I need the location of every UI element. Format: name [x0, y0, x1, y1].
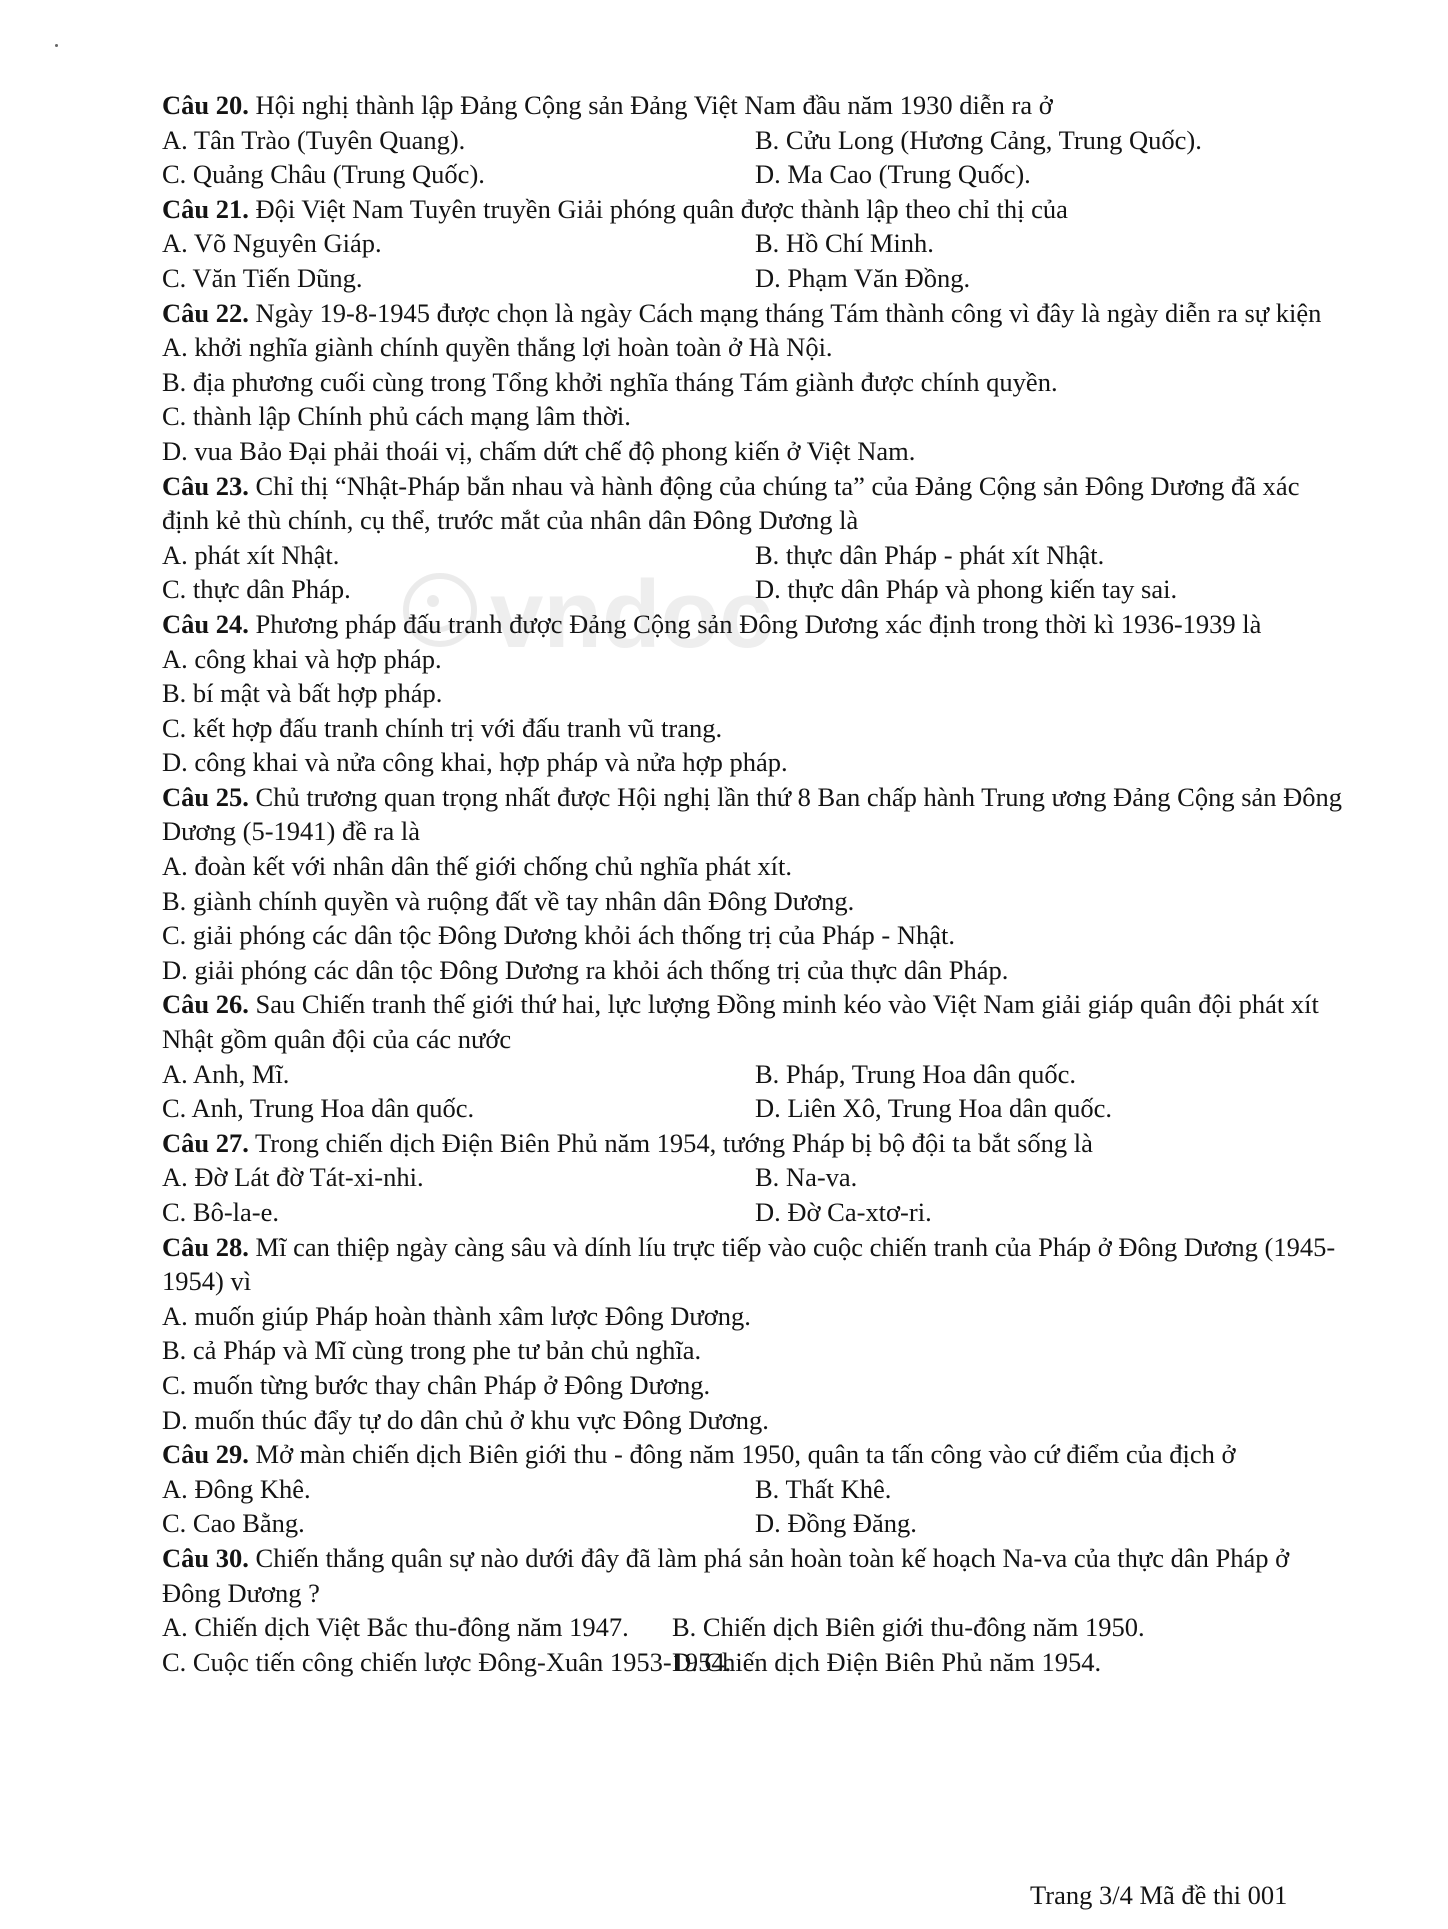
- question-stem: [162, 469, 1347, 538]
- answer-option-a: A. công khai và hợp pháp.: [162, 643, 442, 674]
- answer-options: [162, 1299, 1347, 1437]
- answer-option-d: D. Đồng Đăng.: [755, 1508, 917, 1539]
- answer-option-a: A. khởi nghĩa giành chính quyền thắng lợi hoàn toàn ở Hà Nội.: [162, 332, 833, 363]
- question-stem: [162, 1437, 1347, 1472]
- question-number: Câu 24.: [162, 608, 249, 639]
- answer-option-d: D. vua Bảo Đại phải thoái vị, chấm dứt chế độ phong kiến ở Việt Nam.: [162, 435, 916, 466]
- question-text: Mở màn chiến dịch Biên giới thu - đông năm 1950, quân ta tấn công vào cứ điểm của địch ở: [248, 1439, 1236, 1470]
- question-number: Câu 23.: [162, 470, 249, 501]
- answer-option-d: D. Đờ Ca-xtơ-ri.: [755, 1197, 932, 1227]
- question-text: Chủ trương quan trọng nhất được Hội nghị lần thứ 8 Ban chấp hành Trung ương Đảng Cộng sản Đông Dương (5-1941) đề ra là: [162, 781, 1343, 847]
- question-number: Câu 27.: [162, 1127, 249, 1158]
- answer-option-a: A. đoàn kết với nhân dân thế giới chống chủ nghĩa phát xít.: [162, 851, 793, 882]
- question-number: Câu 25.: [162, 781, 249, 812]
- question-stem: [162, 987, 1347, 1056]
- answer-option-a: A. Đờ Lát đờ Tát-xi-nhi.: [162, 1162, 424, 1193]
- answer-option-b: B. địa phương cuối cùng trong Tổng khởi nghĩa tháng Tám giành được chính quyền.: [162, 366, 1058, 397]
- answer-options: [162, 642, 1347, 780]
- question-stem: [162, 1541, 1347, 1610]
- question-text: Chiến thắng quân sự nào dưới đây đã làm phá sản hoàn toàn kế hoạch Na-va của thực dân Pháp ở Đông Dương ?: [162, 1542, 1290, 1608]
- question-28: [162, 1230, 1347, 1438]
- question-list: [162, 88, 1347, 1679]
- question-27: [162, 1126, 1347, 1230]
- answer-option-a: A. muốn giúp Pháp hoàn thành xâm lược Đông Dương.: [162, 1300, 751, 1331]
- answer-options: [162, 123, 1347, 192]
- answer-option-a: A. phát xít Nhật.: [162, 539, 340, 570]
- question-30: [162, 1541, 1347, 1679]
- answer-option-c: C. thực dân Pháp.: [162, 574, 351, 605]
- question-number: Câu 28.: [162, 1231, 249, 1262]
- answer-option-a: A. Chiến dịch Việt Bắc thu-đông năm 1947.: [162, 1612, 629, 1643]
- question-number: Câu 21.: [162, 193, 249, 224]
- question-text: Ngày 19-8-1945 được chọn là ngày Cách mạng tháng Tám thành công vì đây là ngày diễn ra sự kiện: [248, 297, 1322, 328]
- watermark-text: vndoc: [490, 561, 773, 668]
- answer-option-d: D. thực dân Pháp và phong kiến tay sai.: [755, 574, 1178, 605]
- question-number: Câu 29.: [162, 1439, 249, 1470]
- answer-options: [162, 538, 1347, 607]
- question-text: Hội nghị thành lập Đảng Cộng sản Đảng Việt Nam đầu năm 1930 diễn ra ở: [248, 90, 1053, 120]
- question-20: [162, 88, 1347, 192]
- answer-option-b: B. Cửu Long (Hương Cảng, Trung Quốc).: [755, 124, 1202, 155]
- answer-option-b: B. Na-va.: [755, 1162, 858, 1193]
- answer-option-b: B. Pháp, Trung Hoa dân quốc.: [755, 1058, 1076, 1089]
- answer-option-d: D. muốn thúc đẩy tự do dân chủ ở khu vực Đông Dương.: [162, 1404, 769, 1435]
- answer-options: [162, 849, 1347, 987]
- question-number: Câu 30.: [162, 1542, 249, 1573]
- answer-option-d: D. Ma Cao (Trung Quốc).: [755, 159, 1031, 190]
- question-stem: [162, 192, 1347, 227]
- answer-option-c: C. Cao Bằng.: [162, 1508, 305, 1539]
- answer-option-b: B. cả Pháp và Mĩ cùng trong phe tư bản chủ nghĩa.: [162, 1335, 702, 1366]
- answer-option-d: D. Liên Xô, Trung Hoa dân quốc.: [755, 1093, 1112, 1124]
- answer-option-c: C. Cuộc tiến công chiến lược Đông-Xuân 1953-1954.: [162, 1646, 732, 1677]
- question-number: Câu 26.: [162, 989, 249, 1020]
- question-stem: [162, 607, 1347, 642]
- question-21: [162, 192, 1347, 296]
- question-stem: [162, 296, 1347, 331]
- question-26: [162, 987, 1347, 1125]
- answer-options: [162, 330, 1347, 468]
- page-footer: Trang 3/4 Mã đề thi 001: [1030, 1880, 1288, 1910]
- answer-options: [162, 1057, 1347, 1126]
- answer-option-b: B. Hồ Chí Minh.: [755, 228, 934, 259]
- answer-option-b: B. bí mật và bất hợp pháp.: [162, 678, 443, 709]
- answer-option-b: B. giành chính quyền và ruộng đất về tay nhân dân Đông Dương.: [162, 885, 855, 916]
- scan-speck: [55, 44, 58, 47]
- question-stem: [162, 1126, 1347, 1161]
- question-text: Chỉ thị “Nhật-Pháp bắn nhau và hành động của chúng ta” của Đảng Cộng sản Đông Dương đã xác định kẻ thù chính, cụ thể, trước mắt của nhân dân Đông Dương là: [162, 470, 1300, 536]
- answer-options: [162, 1160, 1347, 1229]
- question-23: [162, 469, 1347, 607]
- answer-option-c: C. muốn từng bước thay chân Pháp ở Đông Dương.: [162, 1369, 711, 1400]
- answer-option-b: B. Chiến dịch Biên giới thu-đông năm 1950.: [672, 1612, 1145, 1643]
- answer-options: [162, 1610, 1347, 1679]
- answer-option-a: A. Tân Trào (Tuyên Quang).: [162, 124, 466, 155]
- answer-option-c: C. Anh, Trung Hoa dân quốc.: [162, 1093, 475, 1124]
- answer-option-b: B. thực dân Pháp - phát xít Nhật.: [755, 539, 1105, 570]
- answer-option-d: D. Chiến dịch Điện Biên Phủ năm 1954.: [672, 1646, 1102, 1677]
- question-22: [162, 296, 1347, 469]
- answer-option-b: B. Thất Khê.: [755, 1473, 892, 1504]
- question-number: Câu 20.: [162, 90, 249, 120]
- answer-option-c: C. thành lập Chính phủ cách mạng lâm thời.: [162, 401, 631, 432]
- question-stem: [162, 88, 1347, 123]
- answer-option-c: C. giải phóng các dân tộc Đông Dương khỏi ách thống trị của Pháp - Nhật.: [162, 920, 956, 951]
- answer-option-a: A. Đông Khê.: [162, 1473, 311, 1504]
- answer-option-d: D. giải phóng các dân tộc Đông Dương ra khỏi ách thống trị của thực dân Pháp.: [162, 954, 1009, 985]
- answer-options: [162, 1472, 1347, 1541]
- question-stem: [162, 1230, 1347, 1299]
- question-29: [162, 1437, 1347, 1541]
- question-text: Sau Chiến tranh thế giới thứ hai, lực lượng Đồng minh kéo vào Việt Nam giải giáp quân đội phát xít Nhật gồm quân đội của các nước: [162, 989, 1319, 1055]
- answer-option-a: A. Võ Nguyên Giáp.: [162, 228, 382, 259]
- answer-options: [162, 226, 1347, 295]
- answer-option-c: C. Văn Tiến Dũng.: [162, 262, 363, 293]
- question-text: Trong chiến dịch Điện Biên Phủ năm 1954, tướng Pháp bị bộ đội ta bắt sống là: [248, 1127, 1093, 1158]
- question-24: [162, 607, 1347, 780]
- answer-option-d: D. công khai và nửa công khai, hợp pháp và nửa hợp pháp.: [162, 747, 788, 778]
- question-25: [162, 780, 1347, 988]
- answer-option-a: A. Anh, Mĩ.: [162, 1058, 290, 1089]
- answer-option-c: C. Quảng Châu (Trung Quốc).: [162, 159, 485, 190]
- question-text: Đội Việt Nam Tuyên truyền Giải phóng quân được thành lập theo chỉ thị của: [248, 193, 1068, 224]
- question-text: Phương pháp đấu tranh được Đảng Cộng sản Đông Dương xác định trong thời kì 1936-1939 là: [248, 608, 1262, 639]
- answer-option-d: D. Phạm Văn Đồng.: [755, 262, 971, 293]
- question-number: Câu 22.: [162, 297, 249, 328]
- question-text: Mĩ can thiệp ngày càng sâu và dính líu trực tiếp vào cuộc chiến tranh của Pháp ở Đông Dương (1945-1954) vì: [162, 1231, 1336, 1297]
- answer-option-c: C. Bô-la-e.: [162, 1197, 280, 1227]
- question-stem: [162, 780, 1347, 849]
- answer-option-c: C. kết hợp đấu tranh chính trị với đấu tranh vũ trang.: [162, 712, 723, 743]
